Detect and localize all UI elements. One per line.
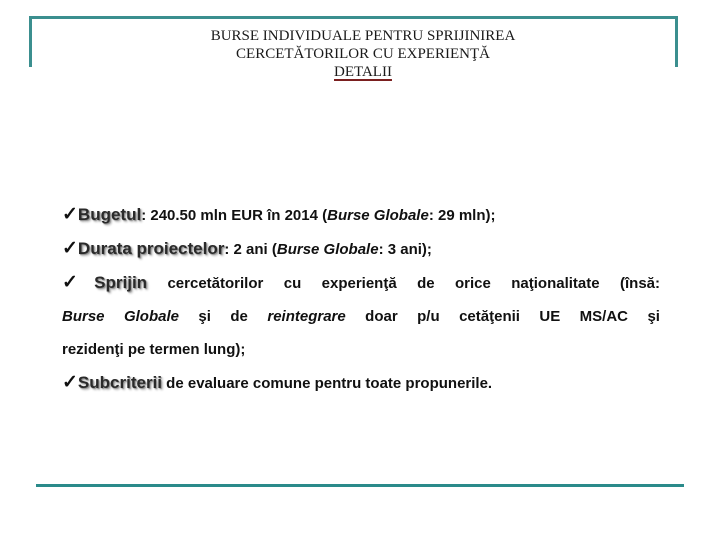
bullet-text: : 3 ani); <box>378 241 432 258</box>
checkmark-icon: ✓ <box>62 204 78 225</box>
bullet-text: : 240.50 mln EUR în 2014 ( <box>141 207 328 224</box>
bullet-italic: reintegrare <box>267 308 346 325</box>
checkmark-icon: ✓ <box>62 372 78 393</box>
title-line-1: BURSE INDIVIDUALE PENTRU SPRIJINIREA <box>210 28 516 44</box>
bullet-italic: Burse Globale <box>62 308 179 325</box>
slide-title <box>120 27 606 81</box>
bullet-italic: Burse Globale <box>327 207 429 224</box>
checkmark-icon: ✓ <box>62 238 78 259</box>
bullet-key-budget: Bugetul <box>77 205 142 224</box>
bullet-text: : 2 ani ( <box>224 241 277 258</box>
bullet-duration <box>62 232 660 266</box>
bullet-key-support: Sprijin <box>94 273 148 292</box>
checkmark-icon: ✓ <box>62 272 95 293</box>
bullet-key-duration: Durata proiectelor <box>77 239 225 258</box>
bullet-text: şi de <box>178 308 268 325</box>
bullet-text: de evaluare comune pentru toate propunerile. <box>162 375 493 392</box>
bullet-support-line-1 <box>62 266 660 300</box>
bullet-support <box>62 266 660 366</box>
details-link[interactable]: DETALII <box>334 64 392 80</box>
bullet-key-subcriteria: Subcriterii <box>77 373 163 392</box>
bottom-divider <box>36 484 684 487</box>
title-frame-top <box>29 16 678 19</box>
title-frame-right <box>675 16 678 67</box>
bullet-support-line-3: rezidenţi pe termen lung); <box>62 341 246 358</box>
bullet-text: : 29 mln); <box>428 207 496 224</box>
bullet-support-line-2 <box>62 300 660 333</box>
bullet-subcriteria <box>62 366 660 400</box>
title-line-2: CERCETĂTORILOR CU EXPERIENŢĂ <box>236 46 490 62</box>
bullet-budget <box>62 198 660 232</box>
bullet-italic: Burse Globale <box>276 241 379 258</box>
title-frame-left <box>29 16 32 67</box>
bullet-list <box>62 198 660 400</box>
bullet-text: doar p/u cetăţenii UE MS/AC şi <box>345 308 660 325</box>
bullet-text: cercetătorilor cu experienţă de orice naţionalitate (însă: <box>147 275 660 292</box>
